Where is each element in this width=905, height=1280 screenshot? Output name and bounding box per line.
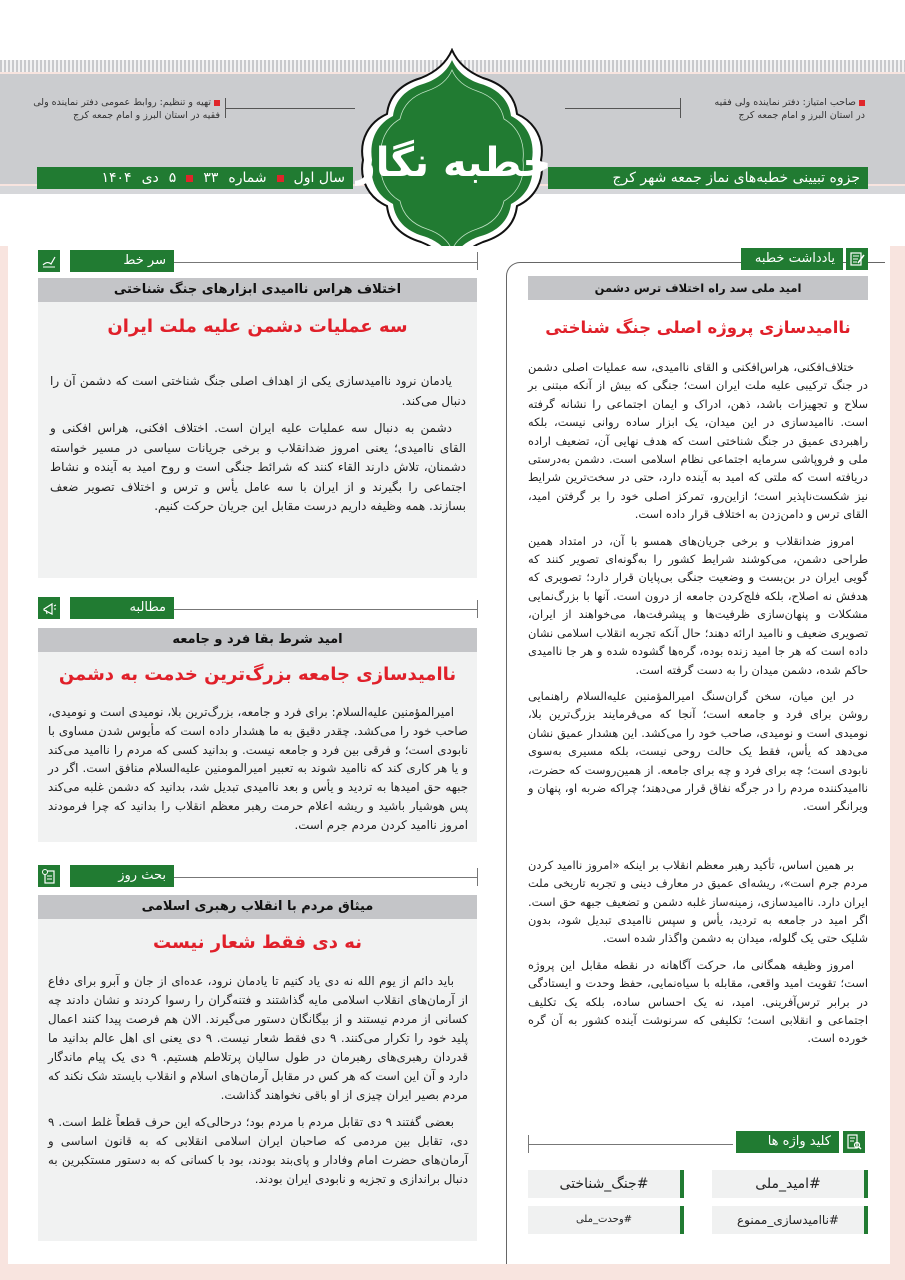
left-article-title: نه دی فقط شعار نیست [153,932,362,953]
red-dot-icon [186,175,193,182]
document-gear-icon [38,865,60,887]
issue-info-bar [37,167,353,189]
left-article-body [48,972,468,1197]
left-subtitle-bar: اختلاف هراس ناامیدی ابزارهای جنگ شناختی [38,278,477,302]
red-marker-icon [859,100,865,106]
keywords-divider [528,1144,733,1145]
keywords-label: کلید واژه ها [736,1131,839,1153]
red-marker-icon [214,100,220,106]
right-article-body [528,358,868,1056]
header-divider-left [225,108,355,109]
section-label-motalebe: مطالبه [70,597,174,619]
header-divider-right [565,108,680,109]
section-divider-tick [477,252,478,270]
issue-number-label: شماره [228,170,267,186]
keyword-tag[interactable]: #امید_ملی [712,1170,868,1198]
hand-pen-icon [38,250,60,272]
notes-pen-icon [846,248,868,270]
keyword-tag[interactable]: #ناامیدسازی_ممنوع [712,1206,868,1234]
section-divider [174,877,477,878]
tagline-bar: جزوه تبیینی خطبه‌های نماز جمعه شهر کرج [548,167,868,189]
left-subtitle-bar: میثاق مردم با انقلاب رهبری اسلامی [38,895,477,919]
issue-month: دی [141,170,159,186]
issue-number: ۳۳ [203,170,219,186]
logo-frame-icon [355,48,550,273]
section-label-bahs-rooz: بحث روز [70,865,174,887]
section-divider [174,609,477,610]
article-paragraph: امروز وظیفه همگانی ما، حرکت آگاهانه در نقطه مقابل این پروژه است؛ تقویت امید واقعی، مقابله با سیاه‌نمایی، حفظ وحدت و ایستادگی در برابر ترس‌آفرینی. امید، نه یک احساس ساده، بلکه یک تکلیف اجتماعی و انقلابی است؛ تکلیفی که سرنوشت آینده کشور به آن گره خورده است. [528,957,868,1046]
article-paragraph: در این میان، سخن گران‌سنگ امیرالمؤمنین علیه‌السلام راهنمایی روشن برای فرد و جامعه است؛ آنجا که می‌فرمایند بزرگ‌ترین بلا، نومیدی است و نومیدی، صاحب خود را می‌کشد. این هشدار عمیق نشان می‌دهد که یأس، فقط یک حالت روحی نیست، بلکه مسیری به‌سوی نابودی است؛ چه برای فرد و چه برای جامعه. از همین‌روست که حضرت، ناامیدکننده مردم را در جرگه نفاق قرار می‌دهند؛ چراکه ضربه او، پنهان و ویرانگر است. [528,688,868,814]
header-tick-right [680,98,681,118]
producer-credit: تهیه و تنظیم: روابط عمومی دفتر نماینده ولی فقیه در استان البرز و امام جمعه کرج [33,97,220,121]
article-paragraph: دشمن به دنبال سه عملیات علیه ایران است. اختلاف افکنی، هراس افکنی و القای ناامیدی؛ یعنی امروز ضدانقلاب و برخی جریانات سیاسی در مسیر خواسته دشمنان، تلاش دارند القاء کنند که شرائط جنگی است و روح امید به آینده و نشاط اجتماعی را بگیرند و از ایران با سه عامل یأس و ترس و اختلاف تصویر ضعف بسازند. همه وظیفه داریم درست مقابل این جریان حرکت کنیم. [50,421,466,513]
article-paragraph: بعضی گفتند ۹ دی تقابل مردم با مردم بود؛ درحالی‌که این حرف قطعاً غلط است. ۹ دی، تقابل بین مردمی که صاحبان ایران اسلامی انقلابی که به قانون اساسی و آرمان‌های حضرت امام وفادار و پای‌بند بودند، بود با کسانی که به دستور مستکبرین به دنبال براندازی و تجزیه و نابودی ایران بودند. [48,1115,468,1186]
header-tick-left [225,98,226,118]
issue-day: ۵ [168,170,177,186]
issue-year: سال اول [293,170,345,186]
red-dot-icon [277,175,284,182]
megaphone-icon [38,597,60,619]
svg-text:خطبه نگار: خطبه نگار [355,140,550,186]
article-paragraph: امروز ضدانقلاب و برخی جریان‌های همسو با آن، در امتداد همین طراحی دشمن، می‌کوشند شرایط کشور را به‌گونه‌ای تصویر کنند که گویی ایران در بن‌بست و وضعیت جنگی بی‌پایان قرار دارد؛ تصویری که هدفش نه اصلاح، بلکه فلج‌کردن جامعه از درون است. آنها با بزرگ‌نمایی مشکلات و پنهان‌سازی ظرفیت‌ها و پیشرفت‌ها، می‌خواهند از ایران، تصویری ضعیف و ناامید ارائه دهند؛ حال آنکه تجربه انقلاب اسلامی نشان داده است که هر جا امید زنده بوده، گره‌ها گشوده شده و هر جا ناامیدی حاکم شده، دشمن میدان را به دست گرفته است. [528,533,868,677]
issue-year-date: ۱۴۰۴ [101,170,132,186]
left-article-title: ناامیدسازی جامعه بزرگ‌ترین خدمت به دشمن [58,664,457,685]
publisher-credit: صاحب امتیاز: دفتر نماینده ولی فقیه در استان البرز و امام جمعه کرج [714,97,865,121]
section-divider-tick [477,868,478,886]
keyword-tag[interactable]: #وحدت_ملی [528,1206,684,1234]
section-divider [174,262,477,263]
right-subtitle-bar: امید ملی سد راه اختلاف ترس دشمن [528,276,868,300]
left-article-body [48,703,468,843]
left-subtitle-bar: امید شرط بقا فرد و جامعه [38,628,477,652]
section-divider-tick [477,600,478,618]
article-paragraph: بر همین اساس، تأکید رهبر معظم انقلاب بر اینکه «امروز ناامید کردن مردم جرم است»، ریشه‌ای عمیق در معارف دینی و تجربه تاریخی ملت ایران دارد. ناامیدسازی، زمینه‌ساز غلبه دشمن و تضعیف جبهه حق است. اگر امید در جامعه به تردید، یأس و سپس ناامیدی تبدیل شود، بدون شلیک حتی یک گلوله، میدان به دشمن واگذار شده است. [528,857,868,946]
article-paragraph: ختلاف‌افکنی، هراس‌افکنی و القای ناامیدی، سه عملیات اصلی دشمن در جنگ ترکیبی علیه ملت ایران است؛ جنگی که بیش از آنکه مبتنی بر سلاح و تجهیزات باشد، ذهن، ادراک و ایمان اجتماعی را نشانه گرفته است. ناامیدسازی در این میدان، یک ابزار ساده روانی نیست، بلکه راهبردی عمیق در جنگ شناختی است که هدف نهایی آن، تضعیف اراده ملی و فروپاشی سرمایه اجتماعی نظام اسلامی است. دشمن به‌درستی دریافته است که ملتی که امید به آینده دارد، حتی در سخت‌ترین شرایط نیز شکست‌ناپذیر است؛ ازاین‌رو، تمرکز اصلی خود را بر گرفتن امید، القای ترس و دامن‌زدن به اختلاف قرار داده است. [528,360,868,522]
right-article-title: ناامیدسازی پروژه اصلی جنگ شناختی [545,318,851,337]
document-search-icon [843,1131,865,1153]
left-article-title: سه عملیات دشمن علیه ملت ایران [107,316,408,337]
khotbeh-negar-logo [355,48,550,273]
left-article-body [50,372,466,525]
keyword-tag[interactable]: #جنگ_شناختی [528,1170,684,1198]
article-paragraph: امیرالمؤمنین علیه‌السلام: برای فرد و جامعه، بزرگ‌ترین بلا، نومیدی است و نومیدی، صاحب خود را می‌کشد. چقدر دقیق به ما هشدار داده است که مأیوس شدن مساوی با نابودی است؛ و فرقی بین فرد و جامعه نیست. و بدانید کسی که مردم را ناامید می‌کند و یا هر کاری کند که ناامید شوند به تعبیر امیرالمومنین علیه‌السلام منافق است. اگر در جبهه حق امیدها به تردید و یأس و بعد ناامیدی تبدیل شد، بدانید که دشمن غلبه می‌کند پس هوشیار باشید و ریشه اعلام حرمت رهبر معظم انقلاب را بدانید که چرا فرمودند امروز ناامید کردن مردم جرم است. [48,705,468,832]
section-label-khotbeh-note: یادداشت خطبه [741,248,843,270]
article-paragraph: یادمان نرود ناامیدسازی یکی از اهداف اصلی جنگ شناختی است که دشمن آن را دنبال می‌کند. [50,374,466,408]
section-label-sarkhat: سر خط [70,250,174,272]
article-paragraph: باید دائم از یوم الله نه دی یاد کنیم تا یادمان نرود، عده‌ای از جان و آبرو برای دفاع از آرمان‌های انقلاب اسلامی مایه گذاشتند و فتنه‌گران را رسوا کردند و نشان دادند چه کسانی از مردم نیستند و از بیگانگان دستور می‌گیرند. الان هم فرصت پیدا کنند اعمال پلید خود را تکرار می‌کنند. ۹ دی فقط شعار نیست. ۹ دی یعنی ای اهل عالم بدانید ما قدردان رهبری‌های رهبرمان در طول سالیان پرتلاطم هستیم. ۹ دی یک پیام ماندگار دارد و آن این است که هر کس در مقابل آرمان‌های اسلام و انقلاب بایستد شک نکند که مردم بصیر ایران چیزی از او باقی نخواهند گذاشت. [48,974,468,1102]
keywords-divider-tick [528,1135,529,1153]
